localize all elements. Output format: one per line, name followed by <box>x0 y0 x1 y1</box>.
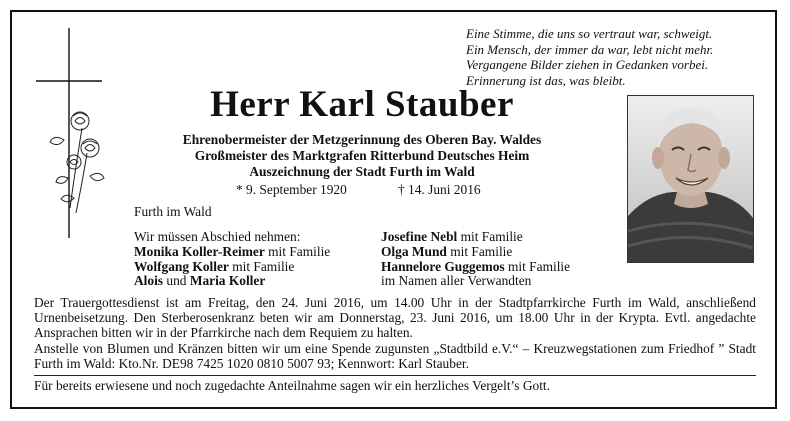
title-line: Ehrenobermeister der Metzgerinnung des Oberen Bay. Waldes <box>182 132 542 147</box>
mourners-right <box>381 230 570 289</box>
poem-line: Erinnerung ist das, was bleibt. <box>466 72 626 88</box>
poem <box>466 26 766 88</box>
mourner-line: Hannelore Guggemos mit Familie <box>381 258 571 274</box>
donation-paragraph: Anstelle von Blumen und Kränzen bitten wir um eine Spende zugunsten „Stadtbild e.V.“ – Kreuzwegstationen zum Friedhof ” Stadt Furth im Wald: Kto.Nr. DE98 7425 1020 0810 5007 93; Kennwort: Karl Stauber. <box>34 341 756 371</box>
cross-with-roses-icon <box>30 28 140 238</box>
mourner-line: Wir müssen Abschied nehmen: <box>134 229 301 244</box>
mourner-line: im Namen aller Verwandten <box>381 273 532 289</box>
thanks-paragraph: Für bereits erwiesene und noch zugedachte Anteilnahme sagen wir ein herzliches Vergelt’s Gott. <box>34 378 550 393</box>
mourner-line: Olga Mund mit Familie <box>381 243 513 259</box>
honorary-titles <box>140 132 584 181</box>
death-date: † 14. Juni 2016 <box>398 182 481 197</box>
poem-line: Eine Stimme, die uns so vertraut war, schweigt. <box>466 26 713 41</box>
title-line: Auszeichnung der Stadt Furth im Wald <box>249 164 475 180</box>
poem-line: Ein Mensch, der immer da war, lebt nicht mehr. <box>466 41 714 57</box>
poem-line: Vergangene Bilder ziehen in Gedanken vorbei. <box>466 57 709 73</box>
place: Furth im Wald <box>134 204 212 219</box>
title-line: Großmeister des Marktgrafen Ritterbund Deutsches Heim <box>194 148 530 164</box>
mourner-line: Alois und Maria Koller <box>134 273 266 289</box>
service-paragraph: Der Trauergottesdienst ist am Freitag, den 24. Juni 2016, um 14.00 Uhr in der Stadtpfarrkirche Furth im Wald, anschließend Urnenbeisetzung. Den Sterberosenkranz beten wir am Donnerstag, 23. Juni 2016, um 18.00 Uhr in der Krypta. Evtl. angedachte Ansprachen bitten wir in der Pfarrkirche nach dem Requiem zu halten. <box>34 295 756 340</box>
mourners-left <box>134 230 330 289</box>
mourner-line: Wolfgang Koller mit Familie <box>134 258 295 274</box>
divider <box>34 375 756 376</box>
mourner-line: Monika Koller-Reimer mit Familie <box>134 243 331 259</box>
deceased-name: Herr Karl Stauber <box>210 84 514 125</box>
mourner-line: Josefine Nebl mit Familie <box>381 229 523 244</box>
birth-date: * 9. September 1920 <box>236 182 347 197</box>
portrait-photo <box>627 95 754 263</box>
